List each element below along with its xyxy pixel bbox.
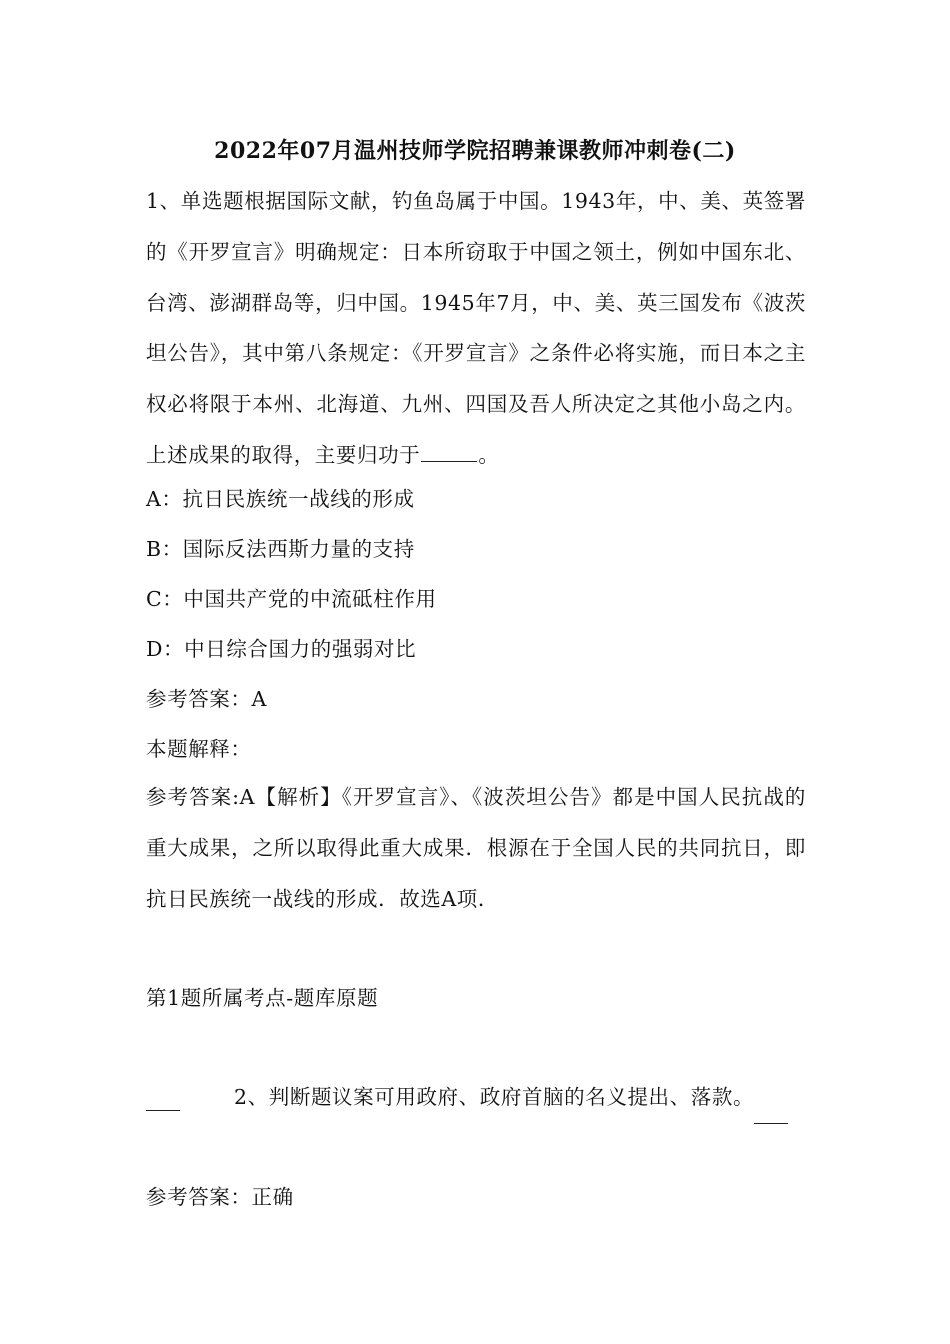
question-1-stem-end: 。	[478, 442, 500, 467]
question-1	[146, 176, 806, 481]
question-1-explanation	[146, 772, 806, 924]
question-2-answer: 参考答案：正确	[146, 1185, 294, 1209]
answer-blank-continued	[146, 1110, 180, 1111]
question-1-stem	[146, 176, 806, 481]
question-1-stem-text: 1、单选题根据国际文献，钓鱼岛属于中国。1943年，中、美、英签署的《开罗宣言》明确规定：日本所窃取于中国之领土，例如中国东北、台湾、澎湖群岛等，归中国。1945年7月，中、美、英三国发布《波茨坦公告》，其中第八条规定：《开罗宣言》之条件必将实施，而日本之主权必将限于本州、北海道、九州、四国及吾人所决定之其他小岛之内。上述成果的取得，主要归功于	[146, 189, 806, 467]
option-c: C：中国共产党的中流砥柱作用	[146, 587, 437, 611]
question-2-stem	[146, 1072, 806, 1124]
knowledge-point: 第1题所属考点-题库原题	[146, 986, 379, 1010]
question-1-answer: 参考答案：A	[146, 687, 267, 711]
question-2-answer-block	[146, 1172, 806, 1222]
question-2-stem-text: 2、判断题议案可用政府、政府首脑的名义提出、落款。	[234, 1085, 755, 1109]
explanation-text: 参考答案:A【解析】《开罗宣言》、《波茨坦公告》都是中国人民抗战的重大成果，之所以取得此重大成果．根源在于全国人民的共同抗日，即抗日民族统一战线的形成．故选A项．	[146, 785, 806, 911]
answer-blank	[754, 1072, 788, 1124]
question-1-point	[146, 973, 806, 1023]
option-d: D：中日综合国力的强弱对比	[146, 637, 417, 661]
question-2	[146, 1072, 806, 1111]
page-title: 2022年07月温州技师学院招聘兼课教师冲刺卷(二)	[214, 138, 736, 164]
answer-blank	[421, 445, 477, 462]
explanation-label: 本题解释：	[146, 737, 252, 761]
question-1-options	[146, 474, 806, 774]
option-a: A：抗日民族统一战线的形成	[146, 487, 415, 511]
option-b: B：国际反法西斯力量的支持	[146, 537, 415, 561]
